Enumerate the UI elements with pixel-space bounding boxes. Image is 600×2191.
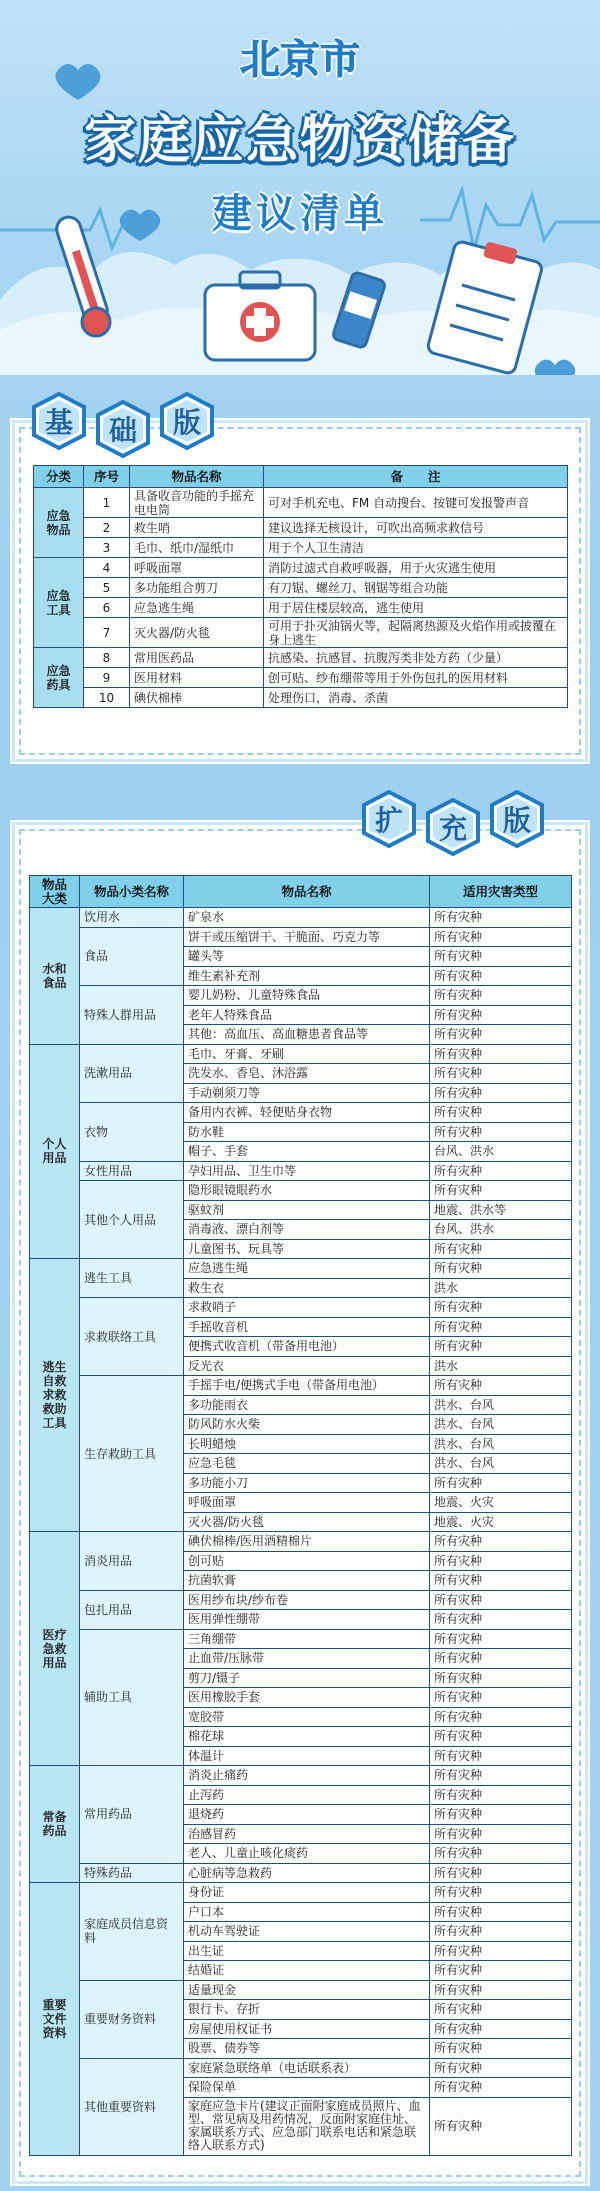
item-cell: 消炎止痛药 [184, 1766, 430, 1786]
number-cell: 1 [84, 488, 130, 518]
disaster-type-cell: 地震、火灾 [430, 1493, 572, 1513]
item-cell: 孕妇用品、卫生巾等 [184, 1161, 430, 1181]
item-cell: 呼吸面罩 [130, 558, 264, 578]
disaster-type-cell: 所有灾种 [430, 1610, 572, 1630]
title-city: 北京市 [240, 37, 360, 83]
first-aid-kit-icon [205, 272, 315, 360]
number-cell: 4 [84, 558, 130, 578]
item-cell: 身份证 [184, 1883, 430, 1903]
basic-panel [12, 420, 588, 762]
item-cell: 应急逃生绳 [184, 1259, 430, 1279]
table-row [34, 488, 568, 518]
item-cell: 防风防水火柴 [184, 1415, 430, 1435]
item-cell: 医用材料 [130, 668, 264, 688]
note-cell: 建议选择无核设计，可吹出高频求救信号 [264, 518, 568, 538]
note-cell: 有刀锯、螺丝刀、钢锯等组合功能 [264, 578, 568, 598]
extended-panel [12, 822, 588, 2184]
category-cell: 个人 用品 [30, 1044, 80, 1259]
subcategory-cell: 逃生工具 [80, 1259, 184, 1298]
item-cell: 长明蜡烛 [184, 1434, 430, 1454]
disaster-type-cell: 所有灾种 [430, 1239, 572, 1259]
item-cell: 手动剃须刀等 [184, 1083, 430, 1103]
disaster-type-cell: 地震、火灾 [430, 1512, 572, 1532]
disaster-type-cell: 所有灾种 [430, 1746, 572, 1766]
badge-letter [30, 392, 88, 450]
badge-char: 充 [438, 812, 467, 845]
subcategory-cell: 消炎用品 [80, 1532, 184, 1591]
item-cell: 洗发水、香皂、沐浴露 [184, 1064, 430, 1084]
item-cell: 其他：高血压、高血糖患者食品等 [184, 1025, 430, 1045]
note-cell: 可对手机充电、FM 自动搜台、按键可发报警声音 [264, 488, 568, 518]
subcategory-cell: 食品 [80, 927, 184, 986]
table-row [30, 1161, 572, 1181]
number-cell: 9 [84, 668, 130, 688]
table-row [30, 1259, 572, 1279]
disaster-type-cell: 所有灾种 [430, 1025, 572, 1045]
item-cell: 剪刀/镊子 [184, 1668, 430, 1688]
item-cell: 备用内衣裤、轻便贴身衣物 [184, 1103, 430, 1123]
basic-table [33, 465, 568, 708]
table-row [30, 2058, 572, 2078]
extended-table [29, 875, 572, 2156]
table-row [30, 1298, 572, 1318]
disaster-type-cell: 所有灾种 [430, 1668, 572, 1688]
subcategory-cell: 常用药品 [80, 1766, 184, 1864]
title-sub: 建议清单 [212, 191, 388, 237]
item-cell: 股票、债券等 [184, 2039, 430, 2059]
table-row [30, 908, 572, 928]
subcategory-cell: 特殊人群用品 [80, 986, 184, 1045]
disaster-type-cell: 所有灾种 [430, 1298, 572, 1318]
table-row [34, 598, 568, 618]
disaster-type-cell: 所有灾种 [430, 1844, 572, 1864]
column-header: 物品小类名称 [80, 876, 184, 908]
item-cell: 防水鞋 [184, 1122, 430, 1142]
number-cell: 6 [84, 598, 130, 618]
disaster-type-cell: 所有灾种 [430, 1473, 572, 1493]
badge-letter [158, 392, 216, 450]
item-cell: 银行卡、存折 [184, 2000, 430, 2020]
disaster-type-cell: 所有灾种 [430, 1727, 572, 1747]
disaster-type-cell: 所有灾种 [430, 1083, 572, 1103]
table-row [30, 986, 572, 1006]
table-row [34, 688, 568, 708]
item-cell: 多功能组合剪刀 [130, 578, 264, 598]
item-cell: 应急逃生绳 [130, 598, 264, 618]
disaster-type-cell: 所有灾种 [430, 2039, 572, 2059]
number-cell: 8 [84, 648, 130, 668]
table-row [30, 1376, 572, 1396]
table-row [34, 558, 568, 578]
disaster-type-cell: 所有灾种 [430, 1376, 572, 1396]
disaster-type-cell: 所有灾种 [430, 986, 572, 1006]
item-cell: 帽子、手套 [184, 1142, 430, 1162]
subcategory-cell: 包扎用品 [80, 1590, 184, 1629]
subcategory-cell: 其他个人用品 [80, 1181, 184, 1259]
category-cell: 应急 工具 [34, 558, 84, 648]
item-cell: 灭火器/防火毯 [130, 618, 264, 648]
table-row [30, 1590, 572, 1610]
item-cell: 救生哨 [130, 518, 264, 538]
disaster-type-cell: 所有灾种 [430, 1629, 572, 1649]
item-cell: 手摇手电/便携式手电（带备用电池） [184, 1376, 430, 1396]
disaster-type-cell: 洪水、台风 [430, 1415, 572, 1435]
item-cell: 老年人特殊食品 [184, 1005, 430, 1025]
disaster-type-cell: 所有灾种 [430, 2078, 572, 2098]
disaster-type-cell: 所有灾种 [430, 927, 572, 947]
disaster-type-cell: 所有灾种 [430, 1961, 572, 1981]
disaster-type-cell: 所有灾种 [430, 1980, 572, 2000]
item-cell: 止泻药 [184, 1785, 430, 1805]
category-cell: 常备 药品 [30, 1766, 80, 1883]
disaster-type-cell: 所有灾种 [430, 1532, 572, 1552]
number-cell: 5 [84, 578, 130, 598]
item-cell: 体温计 [184, 1746, 430, 1766]
subcategory-cell: 家庭成员信息资料 [80, 1883, 184, 1981]
item-cell: 治感冒药 [184, 1824, 430, 1844]
disaster-type-cell: 所有灾种 [430, 1259, 572, 1279]
item-cell: 房屋使用权证书 [184, 2019, 430, 2039]
column-header: 物品名称 [130, 466, 264, 488]
disaster-type-cell: 地震、洪水等 [430, 1200, 572, 1220]
item-cell: 儿童图书、玩具等 [184, 1239, 430, 1259]
item-cell: 具备收音功能的手摇充电电筒 [130, 488, 264, 518]
category-cell: 医疗 急救 用品 [30, 1532, 80, 1766]
disaster-type-cell: 洪水、台风 [430, 1434, 572, 1454]
number-cell: 10 [84, 688, 130, 708]
item-cell: 反光衣 [184, 1356, 430, 1376]
disaster-type-cell: 所有灾种 [430, 1064, 572, 1084]
item-cell: 毛巾、牙膏、牙刷 [184, 1044, 430, 1064]
item-cell: 心脏病等急救药 [184, 1863, 430, 1883]
item-cell: 呼吸面罩 [184, 1493, 430, 1513]
disaster-type-cell: 所有灾种 [430, 1551, 572, 1571]
subcategory-cell: 饮用水 [80, 908, 184, 928]
item-cell: 医用弹性绷带 [184, 1610, 430, 1630]
disaster-type-cell: 所有灾种 [430, 947, 572, 967]
note-cell: 处理伤口，消毒、杀菌 [264, 688, 568, 708]
column-header: 备 注 [264, 466, 568, 488]
disaster-type-cell: 所有灾种 [430, 2019, 572, 2039]
badge-char: 扩 [374, 804, 403, 837]
item-cell: 罐头等 [184, 947, 430, 967]
table-row [30, 1629, 572, 1649]
subcategory-cell: 其他重要资料 [80, 2058, 184, 2155]
badge-letter [424, 798, 482, 856]
disaster-type-cell: 所有灾种 [430, 1922, 572, 1942]
disaster-type-cell: 所有灾种 [430, 1785, 572, 1805]
disaster-type-cell: 所有灾种 [430, 1902, 572, 1922]
disaster-type-cell: 所有灾种 [430, 2000, 572, 2020]
item-cell: 维生素补充剂 [184, 966, 430, 986]
subcategory-cell: 重要财务资料 [80, 1980, 184, 2058]
subcategory-cell: 洗漱用品 [80, 1044, 184, 1103]
disaster-type-cell: 所有灾种 [430, 1805, 572, 1825]
column-header: 物品名称 [184, 876, 430, 908]
item-cell: 退烧药 [184, 1805, 430, 1825]
disaster-type-cell: 所有灾种 [430, 1161, 572, 1181]
table-row [30, 1766, 572, 1786]
disaster-type-cell: 所有灾种 [430, 1337, 572, 1357]
number-cell: 2 [84, 518, 130, 538]
item-cell: 家庭紧急联络单（电话联系表） [184, 2058, 430, 2078]
badge-letter [94, 400, 152, 458]
item-cell: 老人、儿童止咳化痰药 [184, 1844, 430, 1864]
disaster-type-cell: 台风、洪水 [430, 1220, 572, 1240]
item-cell: 应急毛毯 [184, 1454, 430, 1474]
badge-letter [360, 790, 418, 848]
subcategory-cell: 求救联络工具 [80, 1298, 184, 1376]
table-row [34, 578, 568, 598]
table-row [30, 1044, 572, 1064]
table-row [30, 927, 572, 947]
item-cell: 多功能小刀 [184, 1473, 430, 1493]
subcategory-cell: 特殊药品 [80, 1863, 184, 1883]
item-cell: 机动车驾驶证 [184, 1922, 430, 1942]
item-cell: 婴儿奶粉、儿童特殊食品 [184, 986, 430, 1006]
item-cell: 出生证 [184, 1941, 430, 1961]
note-cell: 创可贴、纱布绷带等用于外伤包扎的医用材料 [264, 668, 568, 688]
item-cell: 碘伏棉棒/医用酒精棉片 [184, 1532, 430, 1552]
disaster-type-cell: 所有灾种 [430, 1824, 572, 1844]
disaster-type-cell: 所有灾种 [430, 2097, 572, 2155]
note-cell: 抗感染、抗感冒、抗腹泻类非处方药（少量） [264, 648, 568, 668]
table-row [34, 538, 568, 558]
note-cell: 可用于扑灭油锅火等，起隔离热源及火焰作用或披覆在身上逃生 [264, 618, 568, 648]
disaster-type-cell: 所有灾种 [430, 1883, 572, 1903]
table-row [30, 1532, 572, 1552]
disaster-type-cell: 所有灾种 [430, 908, 572, 928]
disaster-type-cell: 洪水 [430, 1356, 572, 1376]
table-row [34, 668, 568, 688]
item-cell: 适量现金 [184, 1980, 430, 2000]
disaster-type-cell: 所有灾种 [430, 1707, 572, 1727]
item-cell: 手摇收音机 [184, 1317, 430, 1337]
table-row [30, 1103, 572, 1123]
table-row [34, 648, 568, 668]
table-row [30, 1181, 572, 1201]
item-cell: 结婚证 [184, 1961, 430, 1981]
category-cell: 应急 药具 [34, 648, 84, 708]
note-cell: 用于居住楼层较高，逃生使用 [264, 598, 568, 618]
disaster-type-cell: 所有灾种 [430, 1044, 572, 1064]
disaster-type-cell: 所有灾种 [430, 1590, 572, 1610]
item-cell: 碘伏棉棒 [130, 688, 264, 708]
header [0, 0, 600, 375]
badge-char: 基 [44, 406, 73, 439]
item-cell: 保险保单 [184, 2078, 430, 2098]
item-cell: 求救哨子 [184, 1298, 430, 1318]
disaster-type-cell: 所有灾种 [430, 1688, 572, 1708]
title-main: 家庭应急物资储备 [83, 111, 516, 171]
table-row [34, 618, 568, 648]
item-cell: 止血带/压脉带 [184, 1649, 430, 1669]
item-cell: 宽胶带 [184, 1707, 430, 1727]
note-cell: 用于个人卫生清洁 [264, 538, 568, 558]
disaster-type-cell: 所有灾种 [430, 1122, 572, 1142]
extended-table-header [30, 876, 572, 908]
item-cell: 饼干或压缩饼干、干脆面、巧克力等 [184, 927, 430, 947]
item-cell: 医用橡胶手套 [184, 1688, 430, 1708]
basic-table-header [34, 466, 568, 488]
badge-char: 版 [502, 804, 531, 837]
item-cell: 三角绷带 [184, 1629, 430, 1649]
item-cell: 常用医药品 [130, 648, 264, 668]
number-cell: 3 [84, 538, 130, 558]
disaster-type-cell: 所有灾种 [430, 2058, 572, 2078]
subcategory-cell: 辅助工具 [80, 1629, 184, 1766]
category-cell: 应急 物品 [34, 488, 84, 558]
disaster-type-cell: 所有灾种 [430, 1571, 572, 1591]
table-row [30, 1980, 572, 2000]
column-header: 序号 [84, 466, 130, 488]
item-cell: 多功能雨衣 [184, 1395, 430, 1415]
badge-char: 础 [108, 414, 137, 447]
item-cell: 抗菌软膏 [184, 1571, 430, 1591]
note-cell: 消防过滤式自救呼吸器，用于火灾逃生使用 [264, 558, 568, 578]
item-cell: 矿泉水 [184, 908, 430, 928]
disaster-type-cell: 洪水、台风 [430, 1454, 572, 1474]
subcategory-cell: 女性用品 [80, 1161, 184, 1181]
disaster-type-cell: 所有灾种 [430, 1005, 572, 1025]
table-row [30, 1883, 572, 1903]
category-cell: 逃生 自救 求救 救助 工具 [30, 1259, 80, 1532]
item-cell: 户口本 [184, 1902, 430, 1922]
item-cell: 隐形眼镜眼药水 [184, 1181, 430, 1201]
subcategory-cell: 生存救助工具 [80, 1376, 184, 1532]
table-row [34, 518, 568, 538]
badge-letter [488, 790, 546, 848]
badge-char: 版 [172, 406, 201, 439]
column-header: 物品 大类 [30, 876, 80, 908]
disaster-type-cell: 所有灾种 [430, 1103, 572, 1123]
disaster-type-cell: 所有灾种 [430, 1766, 572, 1786]
item-cell: 医用纱布块/纱布卷 [184, 1590, 430, 1610]
item-cell: 消毒液、漂白剂等 [184, 1220, 430, 1240]
disaster-type-cell: 所有灾种 [430, 966, 572, 986]
number-cell: 7 [84, 618, 130, 648]
disaster-type-cell: 所有灾种 [430, 1863, 572, 1883]
disaster-type-cell: 所有灾种 [430, 1941, 572, 1961]
disaster-type-cell: 所有灾种 [430, 1317, 572, 1337]
category-cell: 水和 食品 [30, 908, 80, 1045]
disaster-type-cell: 洪水 [430, 1278, 572, 1298]
item-cell: 便携式收音机（带备用电池） [184, 1337, 430, 1357]
item-cell: 灭火器/防火毯 [184, 1512, 430, 1532]
item-cell: 家庭应急卡片(建议正面附家庭成员照片、血型、常见病及用药情况，反面附家庭住址、家属联系方式、应急部门联系电话和紧急联络人联系方式) [184, 2097, 430, 2155]
column-header: 适用灾害类型 [430, 876, 572, 908]
item-cell: 驱蚊剂 [184, 1200, 430, 1220]
item-cell: 创可贴 [184, 1551, 430, 1571]
table-row [30, 1863, 572, 1883]
item-cell: 棉花球 [184, 1727, 430, 1747]
disaster-type-cell: 台风、洪水 [430, 1142, 572, 1162]
disaster-type-cell: 所有灾种 [430, 1649, 572, 1669]
subcategory-cell: 衣物 [80, 1103, 184, 1162]
item-cell: 毛巾、纸巾/湿纸巾 [130, 538, 264, 558]
disaster-type-cell: 洪水、台风 [430, 1395, 572, 1415]
disaster-type-cell: 所有灾种 [430, 1181, 572, 1201]
category-cell: 重要 文件 资料 [30, 1883, 80, 2156]
column-header: 分类 [34, 466, 84, 488]
item-cell: 救生衣 [184, 1278, 430, 1298]
